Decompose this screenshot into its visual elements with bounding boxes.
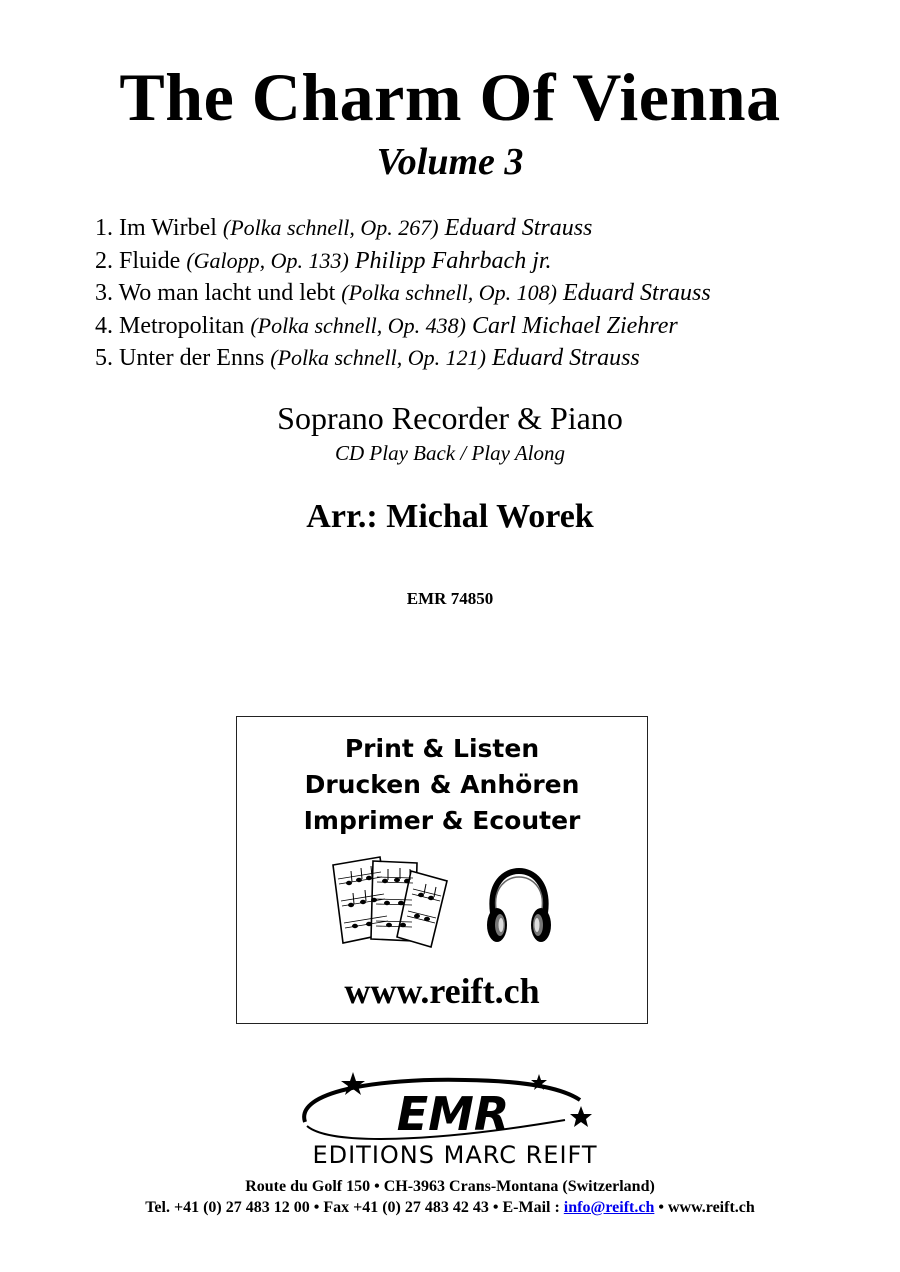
track-list: [95, 212, 875, 375]
track-number: 2.: [95, 247, 113, 274]
cd-playback-note: CD Play Back / Play Along: [335, 441, 565, 465]
track-item: [95, 342, 875, 375]
track-composer: Eduard Strauss: [444, 215, 593, 241]
box-line-german: Drucken & Anhören: [304, 770, 580, 799]
box-line-english: Print & Listen: [344, 734, 540, 763]
logo-name: EDITIONS MARC REIFT: [312, 1141, 598, 1169]
track-info: (Polka schnell, Op. 121): [270, 345, 486, 371]
track-item: [95, 245, 875, 278]
publisher-address: Route du Golf 150 • CH-3963 Crans-Montana (Switzerland): [245, 1178, 655, 1195]
track-composer: Philipp Fahrbach jr.: [354, 247, 552, 274]
track-number: 5.: [95, 345, 113, 372]
headphones-icon: [483, 865, 555, 947]
track-info: (Galopp, Op. 133): [186, 247, 349, 273]
track-title: Unter der Enns: [119, 345, 265, 372]
track-title: Metropolitan: [119, 312, 245, 339]
contact-phone-fax: Tel. +41 (0) 27 483 12 00 • Fax +41 (0) 27 483 42 43 • E-Mail :: [145, 1199, 564, 1216]
sheet-music-icon: [325, 853, 455, 948]
catalog-number: EMR 74850: [406, 589, 494, 608]
arranger: Arr.: Michal Worek: [306, 498, 594, 535]
track-item: [95, 277, 875, 310]
print-listen-box: [236, 716, 648, 1024]
track-info: (Polka schnell, Op. 438): [250, 312, 466, 338]
logo-mark: EMR: [396, 1087, 510, 1141]
emr-logo: [235, 1070, 675, 1170]
track-number: 4.: [95, 312, 113, 339]
track-item: [95, 310, 875, 343]
track-composer: Eduard Strauss: [562, 280, 711, 307]
track-info: (Polka schnell, Op. 267): [222, 215, 439, 240]
track-item: [95, 212, 875, 245]
instrumentation: Soprano Recorder & Piano: [277, 400, 623, 436]
track-composer: Carl Michael Ziehrer: [471, 312, 678, 339]
track-number: 1.: [95, 215, 113, 241]
contact-website: • www.reift.ch: [654, 1199, 755, 1216]
box-website: www.reift.ch: [344, 971, 540, 1011]
subtitle: Volume 3: [376, 141, 524, 183]
publisher-contact: [0, 1198, 900, 1218]
box-line-french: Imprimer & Ecouter: [303, 806, 581, 835]
email-link[interactable]: info@reift.ch: [563, 1199, 655, 1216]
track-info: (Polka schnell, Op. 108): [341, 280, 557, 306]
track-title: Wo man lacht und lebt: [118, 280, 336, 307]
track-title: Im Wirbel: [119, 215, 217, 241]
track-composer: Eduard Strauss: [491, 345, 640, 372]
track-title: Fluide: [119, 247, 181, 274]
track-number: 3.: [95, 280, 113, 307]
title: The Charm Of Vienna: [119, 59, 781, 135]
